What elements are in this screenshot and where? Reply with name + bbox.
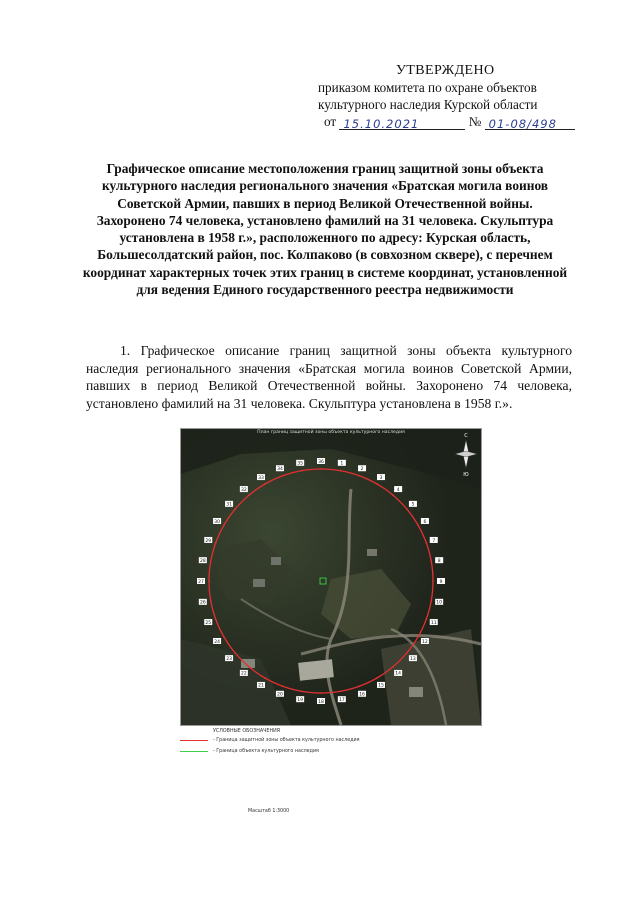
point-label: 28	[199, 558, 206, 564]
boundary-point	[215, 618, 217, 620]
point-label: 23	[226, 656, 232, 662]
point-label: 6	[423, 519, 427, 525]
map-scale: Масштаб 1:3000	[248, 809, 290, 814]
point-label: 22	[240, 671, 247, 677]
boundary-point	[264, 483, 266, 485]
boundary-point	[282, 475, 284, 477]
date-field	[339, 115, 465, 130]
map-title: План границ защитной зоны объекта культурного наследия	[257, 430, 405, 435]
date-value: 15.10.2021	[343, 117, 420, 131]
approval-line-2: культурного наследия Курской области	[318, 97, 538, 112]
from-label: от	[324, 114, 337, 129]
legend-item-zone	[180, 738, 400, 743]
point-label: 16	[359, 692, 365, 698]
point-label: 3	[379, 475, 383, 481]
boundary-point	[301, 470, 303, 472]
point-label: 17	[338, 697, 345, 703]
point-label: 25	[205, 620, 212, 626]
boundary-point	[234, 508, 236, 510]
paragraph-1: 1. Графическое описание границ защитной зоны объекта культурного наследия регионального значения «Братская могила воинов Советской Армии, павших в период Великой Отечественной войны. Захоронено 74 человека, установлено фамилий на 31 человека. Скульптура установлена в 1958 г.».	[86, 343, 572, 411]
object-line-swatch	[180, 751, 208, 752]
boundary-point	[417, 524, 419, 526]
boundary-point	[248, 666, 250, 668]
boundary-point	[248, 494, 250, 496]
point-label: 29	[205, 538, 212, 544]
boundary-point	[320, 468, 322, 470]
document-title: Графическое описание местоположения границ защитной зоны объекта культурного наследия регионального значения «Братская могила воинов Советской Армии, павших в период Великой Отечественной войны. Захоронено 74 человека, установлено фамилий на 31 человека. Скульптура установлена в 1958 г.», расположенного по адресу: Курская область, Большесолдатский район, пос. Колпаково (в совхозном сквере), с перечнем координат характерных точек этих границ в системе координат, установленной для ведения Единого государственного реестра недвижимости	[82, 161, 568, 298]
boundary-point	[376, 677, 378, 679]
south-label: Ю	[463, 472, 469, 478]
boundary-point	[358, 685, 360, 687]
point-label: 24	[214, 639, 220, 645]
north-label: С	[464, 433, 468, 439]
boundary-point	[340, 470, 342, 472]
map-image	[181, 429, 481, 725]
point-label: 35	[297, 461, 304, 467]
point-label: 15	[378, 683, 384, 689]
point-label: 27	[198, 579, 204, 585]
boundary-point	[430, 561, 432, 563]
boundary-point	[282, 685, 284, 687]
point-label: 20	[277, 692, 283, 698]
number-label: №	[468, 114, 482, 129]
boundary-point	[234, 652, 236, 654]
point-label: 36	[318, 459, 324, 465]
boundary-point	[392, 494, 394, 496]
point-label: 11	[430, 620, 437, 626]
boundary-point	[430, 600, 432, 602]
boundary-point	[320, 692, 322, 694]
boundary-point	[340, 690, 342, 692]
boundary-map	[180, 428, 482, 726]
boundary-point	[301, 690, 303, 692]
point-label: 7	[432, 538, 436, 544]
boundary-point	[425, 618, 427, 620]
point-label: 9	[439, 579, 443, 585]
legend-heading: УСЛОВНЫЕ ОБОЗНАЧЕНИЯ	[213, 729, 280, 734]
point-label: 10	[436, 600, 443, 606]
boundary-point	[406, 508, 408, 510]
number-value: 01-08/498	[488, 117, 557, 131]
point-label: 2	[360, 467, 364, 473]
boundary-point	[264, 677, 266, 679]
approval-heading: УТВЕРЖДЕНО	[396, 63, 495, 78]
point-label: 8	[437, 558, 441, 564]
point-label: 19	[297, 697, 304, 703]
point-label: 26	[199, 600, 206, 606]
legend-item-zone-label: - Граница защитной зоны объекта культурного наследия	[213, 738, 360, 743]
boundary-point	[406, 652, 408, 654]
legend-item-object	[180, 749, 400, 754]
boundary-point	[223, 524, 225, 526]
point-label: 30	[214, 519, 220, 525]
approval-date-line	[324, 113, 604, 130]
point-label: 5	[411, 502, 415, 508]
number-field	[485, 115, 575, 130]
boundary-point	[432, 580, 434, 582]
boundary-point	[215, 542, 217, 544]
point-label: 13	[410, 656, 416, 662]
point-label: 12	[422, 639, 428, 645]
boundary-point	[210, 600, 212, 602]
boundary-point	[210, 561, 212, 563]
map-legend	[180, 729, 400, 760]
boundary-point	[392, 666, 394, 668]
approval-line-1: приказом комитета по охране объектов	[318, 80, 537, 95]
point-label: 33	[258, 475, 264, 481]
boundary-point	[358, 475, 360, 477]
boundary-point	[223, 636, 225, 638]
boundary-point	[425, 542, 427, 544]
boundary-point	[417, 636, 419, 638]
point-label: 18	[318, 699, 324, 705]
zone-line-swatch	[180, 740, 208, 741]
point-label: 4	[396, 487, 400, 493]
point-label: 1	[340, 461, 344, 467]
point-label: 21	[258, 683, 264, 689]
point-label: 32	[240, 487, 247, 493]
point-label: 34	[277, 467, 283, 473]
boundary-point	[208, 580, 210, 582]
legend-item-object-label: - Граница объекта культурного наследия	[213, 749, 319, 754]
point-label: 31	[226, 502, 232, 508]
boundary-point	[376, 483, 378, 485]
point-label: 14	[395, 671, 402, 677]
approval-stamp	[318, 62, 598, 130]
